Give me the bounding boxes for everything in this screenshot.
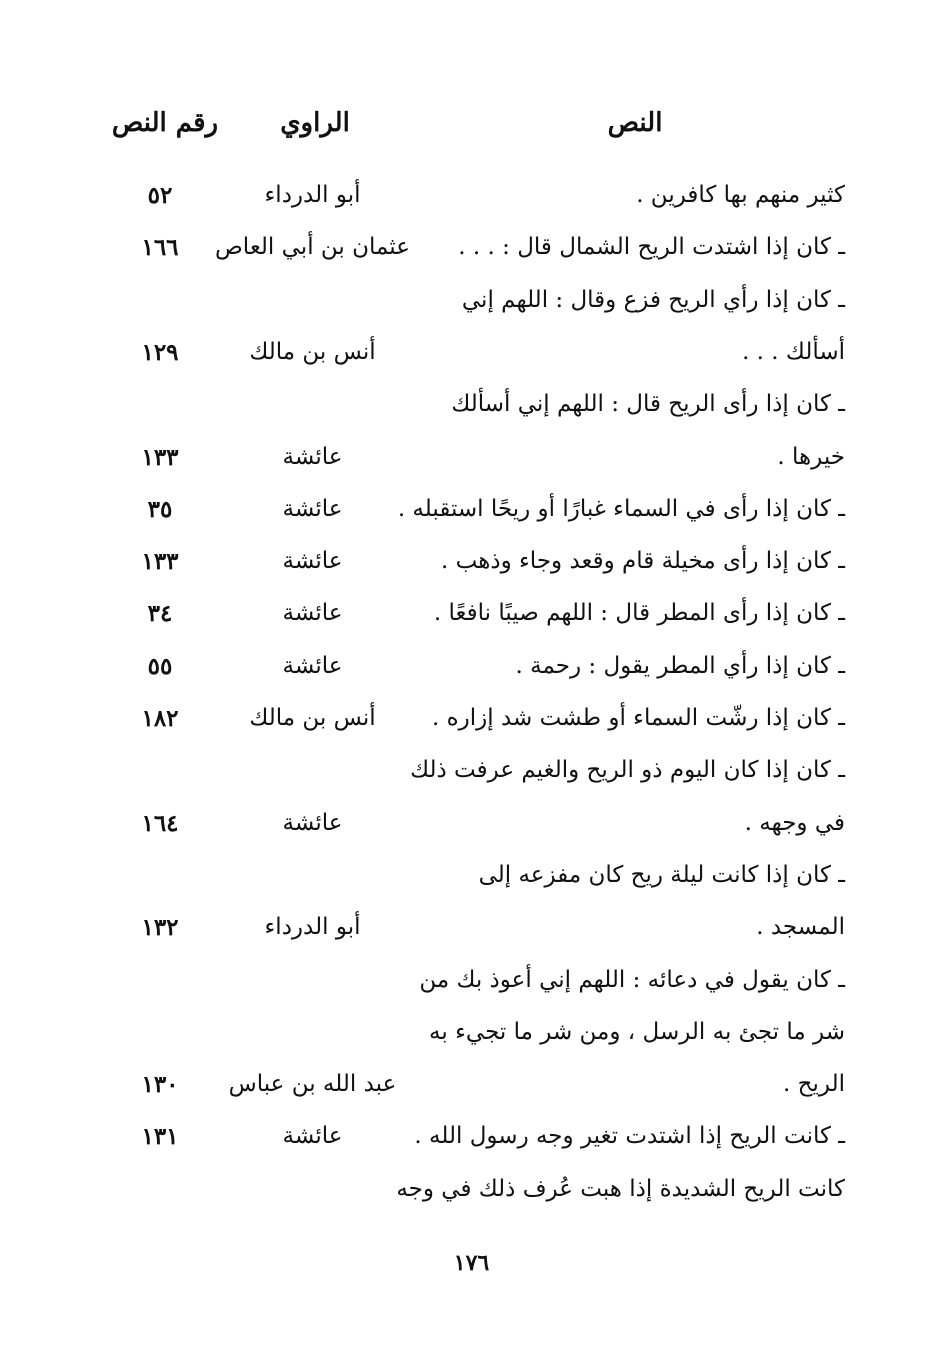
table-row <box>0 486 943 538</box>
row-number: ٣٤ <box>147 600 173 628</box>
row-narrator: عائشة <box>282 652 343 679</box>
row-text: كانت الريح الشديدة إذا هبت عُرف ذلك في وجه <box>396 1175 845 1202</box>
table-row <box>0 904 943 956</box>
table-row <box>0 224 943 276</box>
row-narrator: عائشة <box>282 548 343 575</box>
row-number: ١٣٣ <box>141 443 179 471</box>
row-narrator: عائشة <box>282 600 343 627</box>
table-row <box>0 800 943 852</box>
row-text: ـ كان إذا رأى المطر قال : اللهم صيبًا نافعًا . <box>433 600 845 627</box>
row-number: ١٢٩ <box>141 338 179 366</box>
table-row <box>0 695 943 747</box>
row-text: ـ كان إذا كانت ليلة ريح كان مفزعه إلى <box>478 861 845 888</box>
row-text: ـ كان إذا رأى في السماء غبارًا أو ريحًا استقبله . <box>397 495 845 522</box>
row-narrator: عبد الله بن عباس <box>228 1071 397 1098</box>
row-narrator: عثمان بن أبي العاص <box>215 234 410 261</box>
row-text: ـ كان إذا رأي المطر يقول : رحمة . <box>515 652 845 679</box>
table-row <box>0 277 943 329</box>
row-number: ١٣٠ <box>141 1071 179 1099</box>
row-text: خيرها . <box>777 443 845 470</box>
row-number: ٣٥ <box>147 495 173 523</box>
row-text: ـ كانت الريح إذا اشتدت تغير وجه رسول الله . <box>414 1123 845 1150</box>
row-narrator: أنس بن مالك <box>249 338 376 365</box>
row-text: شر ما تجئ به الرسل ، ومن شر ما تجيء به <box>429 1018 845 1045</box>
row-narrator: عائشة <box>282 809 343 836</box>
row-number: ١٦٦ <box>141 234 179 262</box>
row-narrator: أبو الدرداء <box>264 914 361 941</box>
table-row <box>0 1166 943 1218</box>
row-text: في وجهه . <box>744 809 845 836</box>
row-number: ٥٥ <box>147 652 173 680</box>
row-text: ـ كان يقول في دعائه : اللهم إني أعوذ بك من <box>419 966 845 993</box>
table-row <box>0 643 943 695</box>
row-narrator: عائشة <box>282 443 343 470</box>
header-text: النص <box>607 108 663 138</box>
row-number: ١٣٣ <box>141 548 179 576</box>
row-text: ـ كان إذا رشّت السماء أو طشت شد إزاره . <box>431 705 845 731</box>
table-row <box>0 172 943 224</box>
page-number: ١٧٦ <box>453 1250 490 1276</box>
row-text: ـ كان إذا رأى الريح قال : اللهم إني أسألك <box>451 391 845 418</box>
row-narrator: أنس بن مالك <box>249 705 376 731</box>
row-number: ١٣٢ <box>141 914 179 942</box>
row-text: الريح . <box>783 1071 845 1098</box>
header-number: رقم النص <box>111 108 219 138</box>
row-text: ـ كان إذا كان اليوم ذو الريح والغيم عرفت ذلك <box>410 757 845 784</box>
row-text: أسألك . . . <box>742 338 845 365</box>
row-number: ١٣١ <box>141 1123 179 1151</box>
row-number: ٥٢ <box>147 182 173 209</box>
table-row <box>0 1113 943 1165</box>
table-row <box>0 1061 943 1113</box>
row-number: ١٨٢ <box>141 705 179 732</box>
header-narrator: الراوي <box>280 108 350 138</box>
row-text: المسجد . <box>756 914 845 941</box>
table-row <box>0 957 943 1009</box>
row-number: ١٦٤ <box>141 809 179 837</box>
table-row <box>0 381 943 433</box>
row-narrator: أبو الدرداء <box>264 182 361 208</box>
row-text: ـ كان إذا اشتدت الريح الشمال قال : . . . <box>458 234 845 261</box>
table-row <box>0 1009 943 1061</box>
row-narrator: عائشة <box>282 1123 343 1150</box>
table-row <box>0 538 943 590</box>
table-row <box>0 434 943 486</box>
table-row <box>0 747 943 799</box>
row-text: كثير منهم بها كافرين . <box>636 182 845 208</box>
table-row <box>0 852 943 904</box>
row-text: ـ كان إذا رأى مخيلة قام وقعد وجاء وذهب . <box>441 548 845 575</box>
row-text: ـ كان إذا رأي الريح فزع وقال : اللهم إني <box>461 286 845 313</box>
table-row <box>0 329 943 381</box>
row-narrator: عائشة <box>282 495 343 522</box>
table-row <box>0 590 943 642</box>
